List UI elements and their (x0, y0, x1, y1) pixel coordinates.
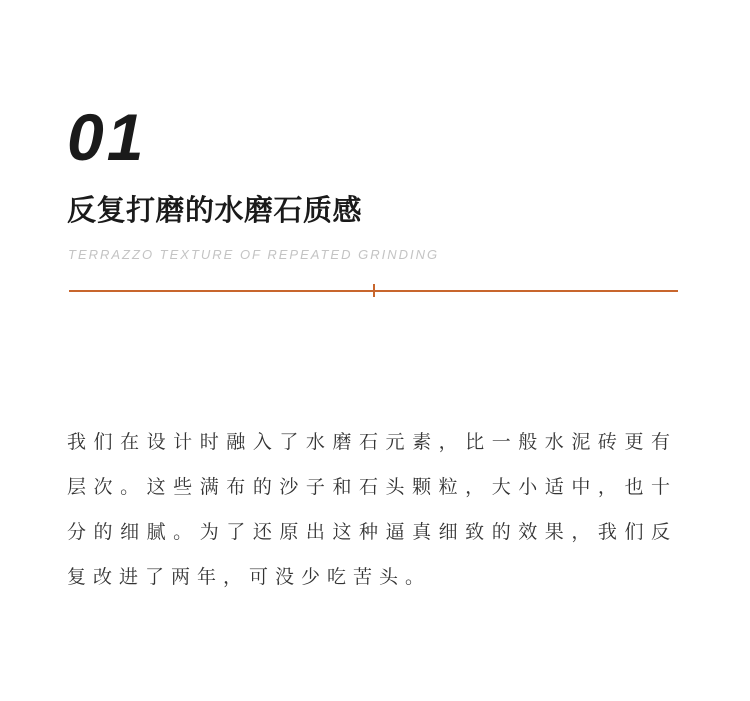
accent-divider (69, 284, 678, 297)
section-title: 反复打磨的水磨石质感 (67, 193, 363, 227)
body-paragraph: 我们在设计时融入了水磨石元素，比一般水泥砖更有层次。这些满布的沙子和石头颗粒，大小适中，也十分的细腻。为了还原出这种逼真细致的效果，我们反复改进了两年，可没少吃苦头。 (67, 431, 677, 588)
section-number: 01 (67, 100, 147, 174)
section-subtitle-en: TERRAZZO TEXTURE OF REPEATED GRINDING (68, 247, 440, 262)
divider-center-tick (373, 284, 375, 297)
